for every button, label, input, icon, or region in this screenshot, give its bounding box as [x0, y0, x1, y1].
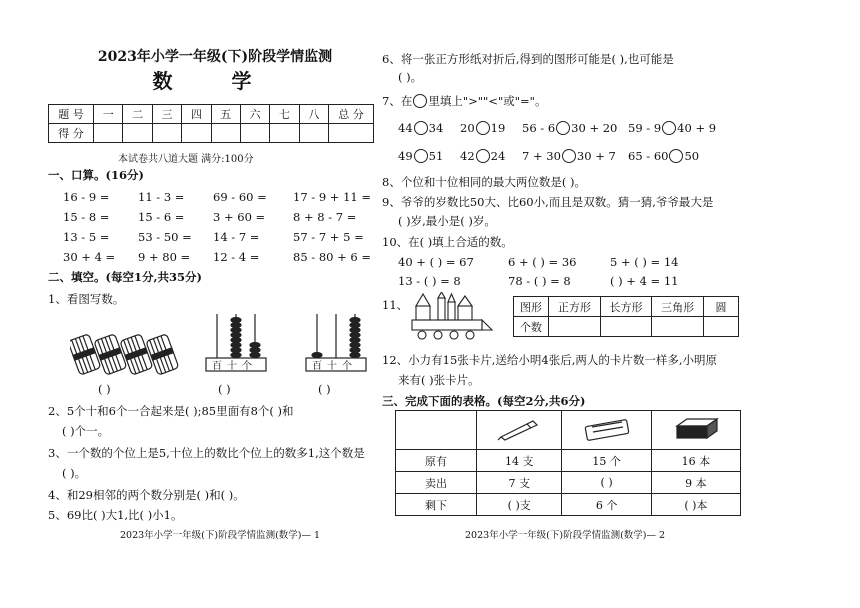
calc-item: 16 - 9 = — [63, 190, 110, 204]
book-image-cell — [651, 411, 740, 450]
stick-bundles-image — [70, 330, 180, 380]
shape-train-image — [410, 292, 495, 342]
exam-note: 本试卷共八道大题 满分:100分 — [118, 154, 254, 165]
question-3-line-1: 3、一个数的个位上是5,十位上的数比个位上的数多1,这个数是 — [48, 446, 365, 460]
inventory-cell: 剩下 — [396, 494, 477, 516]
calc-item: 53 - 50 = — [138, 230, 192, 244]
question-10: 10、在( )填上合适的数。 — [382, 235, 513, 249]
calc-item: 69 - 60 = — [213, 190, 267, 204]
inventory-cell: 卖出 — [396, 472, 477, 494]
score-cell: 一 — [94, 105, 123, 124]
question-3-line-2: ( )。 — [62, 466, 87, 480]
calc-item: 12 - 4 = — [213, 250, 260, 264]
section-2-title: 二、填空。(每空1分,共35分) — [48, 270, 202, 284]
compare-circle[interactable] — [414, 121, 428, 135]
calc-item: 85 - 80 + 6 = — [293, 250, 372, 264]
compare-item: 42 24 — [460, 149, 506, 163]
shape-table-cell: 长方形 — [600, 297, 652, 317]
score-cell: 四 — [182, 105, 211, 124]
question-2-line-1: 2、5个十和6个一合起来是( );85里面有8个( )和 — [48, 404, 294, 418]
blank-header-cell — [396, 411, 477, 450]
compare-item: 59 - 9 40 + 9 — [628, 121, 717, 135]
compare-item: 65 - 60 50 — [628, 149, 700, 163]
score-blank[interactable] — [182, 124, 211, 143]
compare-item: 44 34 — [398, 121, 444, 135]
inventory-cell: 6 个 — [562, 494, 651, 516]
inventory-row — [396, 450, 741, 472]
score-cell: 三 — [152, 105, 181, 124]
compare-circle[interactable] — [662, 121, 676, 135]
compare-item: 49 51 — [398, 149, 444, 163]
count-blank[interactable] — [600, 317, 652, 337]
fill-item: 5 + ( ) = 14 — [610, 255, 679, 269]
inventory-cell: 7 支 — [477, 472, 562, 494]
inventory-cell: 9 本 — [651, 472, 740, 494]
calc-item: 15 - 6 = — [138, 210, 185, 224]
count-blank[interactable] — [652, 317, 704, 337]
score-blank[interactable] — [94, 124, 123, 143]
question-8: 8、个位和十位相同的最大两位数是( )。 — [382, 175, 586, 189]
inventory-blank[interactable]: ( )本 — [651, 494, 740, 516]
compare-circle[interactable] — [414, 149, 428, 163]
calc-item: 13 - 5 = — [63, 230, 110, 244]
inventory-blank[interactable]: ( )支 — [477, 494, 562, 516]
score-blank[interactable] — [299, 124, 328, 143]
inventory-row — [396, 472, 741, 494]
calc-item: 14 - 7 = — [213, 230, 260, 244]
fill-item: 78 - ( ) = 8 — [508, 274, 571, 288]
compare-item: 20 19 — [460, 121, 506, 135]
stick-bundle — [120, 334, 153, 375]
inventory-cell: 15 个 — [562, 450, 651, 472]
question-12-line-2: 来有( )张卡片。 — [398, 373, 480, 387]
shape-table-count-row — [514, 317, 739, 337]
shape-table-cell: 正方形 — [549, 297, 601, 317]
pen-image-cell — [477, 411, 562, 450]
inventory-row — [396, 494, 741, 516]
subject-heading: 数 学 — [152, 69, 278, 93]
calc-item: 57 - 7 + 5 = — [293, 230, 364, 244]
calc-item: 11 - 3 = — [138, 190, 185, 204]
shape-table-cell: 图形 — [514, 297, 549, 317]
shape-table-cell: 圆 — [704, 297, 739, 317]
inventory-cell: 原有 — [396, 450, 477, 472]
score-blank[interactable] — [329, 124, 374, 143]
compare-circle[interactable] — [476, 149, 490, 163]
question-1: 1、看图写数。 — [48, 292, 125, 306]
shape-table-cell: 个数 — [514, 317, 549, 337]
fill-item: ( ) + 4 = 11 — [610, 274, 679, 288]
calc-item: 9 + 80 = — [138, 250, 191, 264]
score-table — [48, 104, 374, 143]
calc-item: 17 - 9 + 11 = — [293, 190, 372, 204]
score-table-header-row — [49, 105, 374, 124]
pencil-case-image-cell — [562, 411, 651, 450]
score-blank[interactable] — [152, 124, 181, 143]
question-4: 4、和29相邻的两个数分别是( )和( )。 — [48, 488, 245, 502]
pencil-case-icon — [584, 417, 630, 441]
answer-blank[interactable]: ( ) — [218, 382, 231, 396]
calc-item: 3 + 60 = — [213, 210, 266, 224]
exam-title: 2023年小学一年级(下)阶段学情监测 — [97, 49, 333, 65]
compare-circle[interactable] — [556, 121, 570, 135]
question-2-line-2: ( )个一。 — [62, 424, 110, 438]
inventory-blank[interactable]: ( ) — [562, 472, 651, 494]
abacus-labels: 百十个 — [312, 361, 357, 372]
fill-item: 6 + ( ) = 36 — [508, 255, 577, 269]
section-3-title: 三、完成下面的表格。(每空2分,共6分) — [382, 394, 586, 408]
answer-blank[interactable]: ( ) — [98, 382, 111, 396]
question-12-line-1: 12、小力有15张卡片,送给小明4张后,两人的卡片数一样多,小明原 — [382, 353, 718, 367]
fill-item: 40 + ( ) = 67 — [398, 255, 474, 269]
score-blank[interactable] — [270, 124, 299, 143]
score-cell: 总 分 — [329, 105, 374, 124]
compare-item: 56 - 6 30 + 20 — [522, 121, 618, 135]
stick-bundle — [94, 334, 127, 375]
question-6-line-2: ( )。 — [398, 70, 423, 84]
score-cell: 五 — [211, 105, 240, 124]
inventory-cell: 14 支 — [477, 450, 562, 472]
inventory-cell: 16 本 — [651, 450, 740, 472]
compare-item: 7 + 30 30 + 7 — [522, 149, 616, 163]
count-blank[interactable] — [704, 317, 739, 337]
score-cell: 七 — [270, 105, 299, 124]
inventory-header-row — [396, 411, 741, 450]
score-cell: 八 — [299, 105, 328, 124]
count-blank[interactable] — [549, 317, 601, 337]
pen-icon — [497, 417, 541, 441]
compare-circle[interactable] — [476, 121, 490, 135]
compare-circle[interactable] — [669, 149, 683, 163]
shape-table-header — [514, 297, 739, 317]
question-9-line-2: ( )岁,最小是( )岁。 — [398, 214, 496, 228]
score-cell: 二 — [123, 105, 152, 124]
question-11: 11、 — [382, 298, 409, 312]
calc-item: 8 + 8 - 7 = — [293, 210, 357, 224]
score-table-score-row — [49, 124, 374, 143]
score-cell: 六 — [240, 105, 269, 124]
score-blank[interactable] — [240, 124, 269, 143]
calc-item: 15 - 8 = — [63, 210, 110, 224]
score-blank[interactable] — [123, 124, 152, 143]
shape-count-table — [513, 296, 739, 337]
inventory-table — [395, 410, 741, 516]
score-cell: 题 号 — [49, 105, 94, 124]
score-blank[interactable] — [211, 124, 240, 143]
score-cell: 得 分 — [49, 124, 94, 143]
fill-item: 13 - ( ) = 8 — [398, 274, 461, 288]
answer-blank[interactable]: ( ) — [318, 382, 331, 396]
stick-bundle — [70, 334, 101, 375]
shape-table-cell: 三角形 — [652, 297, 704, 317]
calc-item: 30 + 4 = — [63, 250, 116, 264]
section-1-title: 一、口算。(16分) — [48, 168, 144, 182]
compare-circle[interactable] — [562, 149, 576, 163]
question-5: 5、69比( )大1,比( )小1。 — [48, 508, 183, 522]
question-9-line-1: 9、爷爷的岁数比50大、比60小,而且是双数。猜一猜,爷爷最大是 — [382, 195, 714, 209]
right-page — [382, 0, 860, 608]
abacus-labels: 百十个 — [212, 361, 257, 372]
circle-icon — [413, 94, 427, 108]
page-footer: 2023年小学一年级(下)阶段学情监测(数学)— 2 — [465, 530, 666, 541]
stick-bundle — [146, 334, 179, 375]
question-6-line-1: 6、将一张正方形纸对折后,得到的图形可能是( ),也可能是 — [382, 52, 674, 66]
question-7: 7、在 里填上">""<"或"="。 — [382, 94, 547, 108]
book-icon — [673, 416, 719, 442]
page-footer: 2023年小学一年级(下)阶段学情监测(数学)— 1 — [120, 530, 321, 541]
